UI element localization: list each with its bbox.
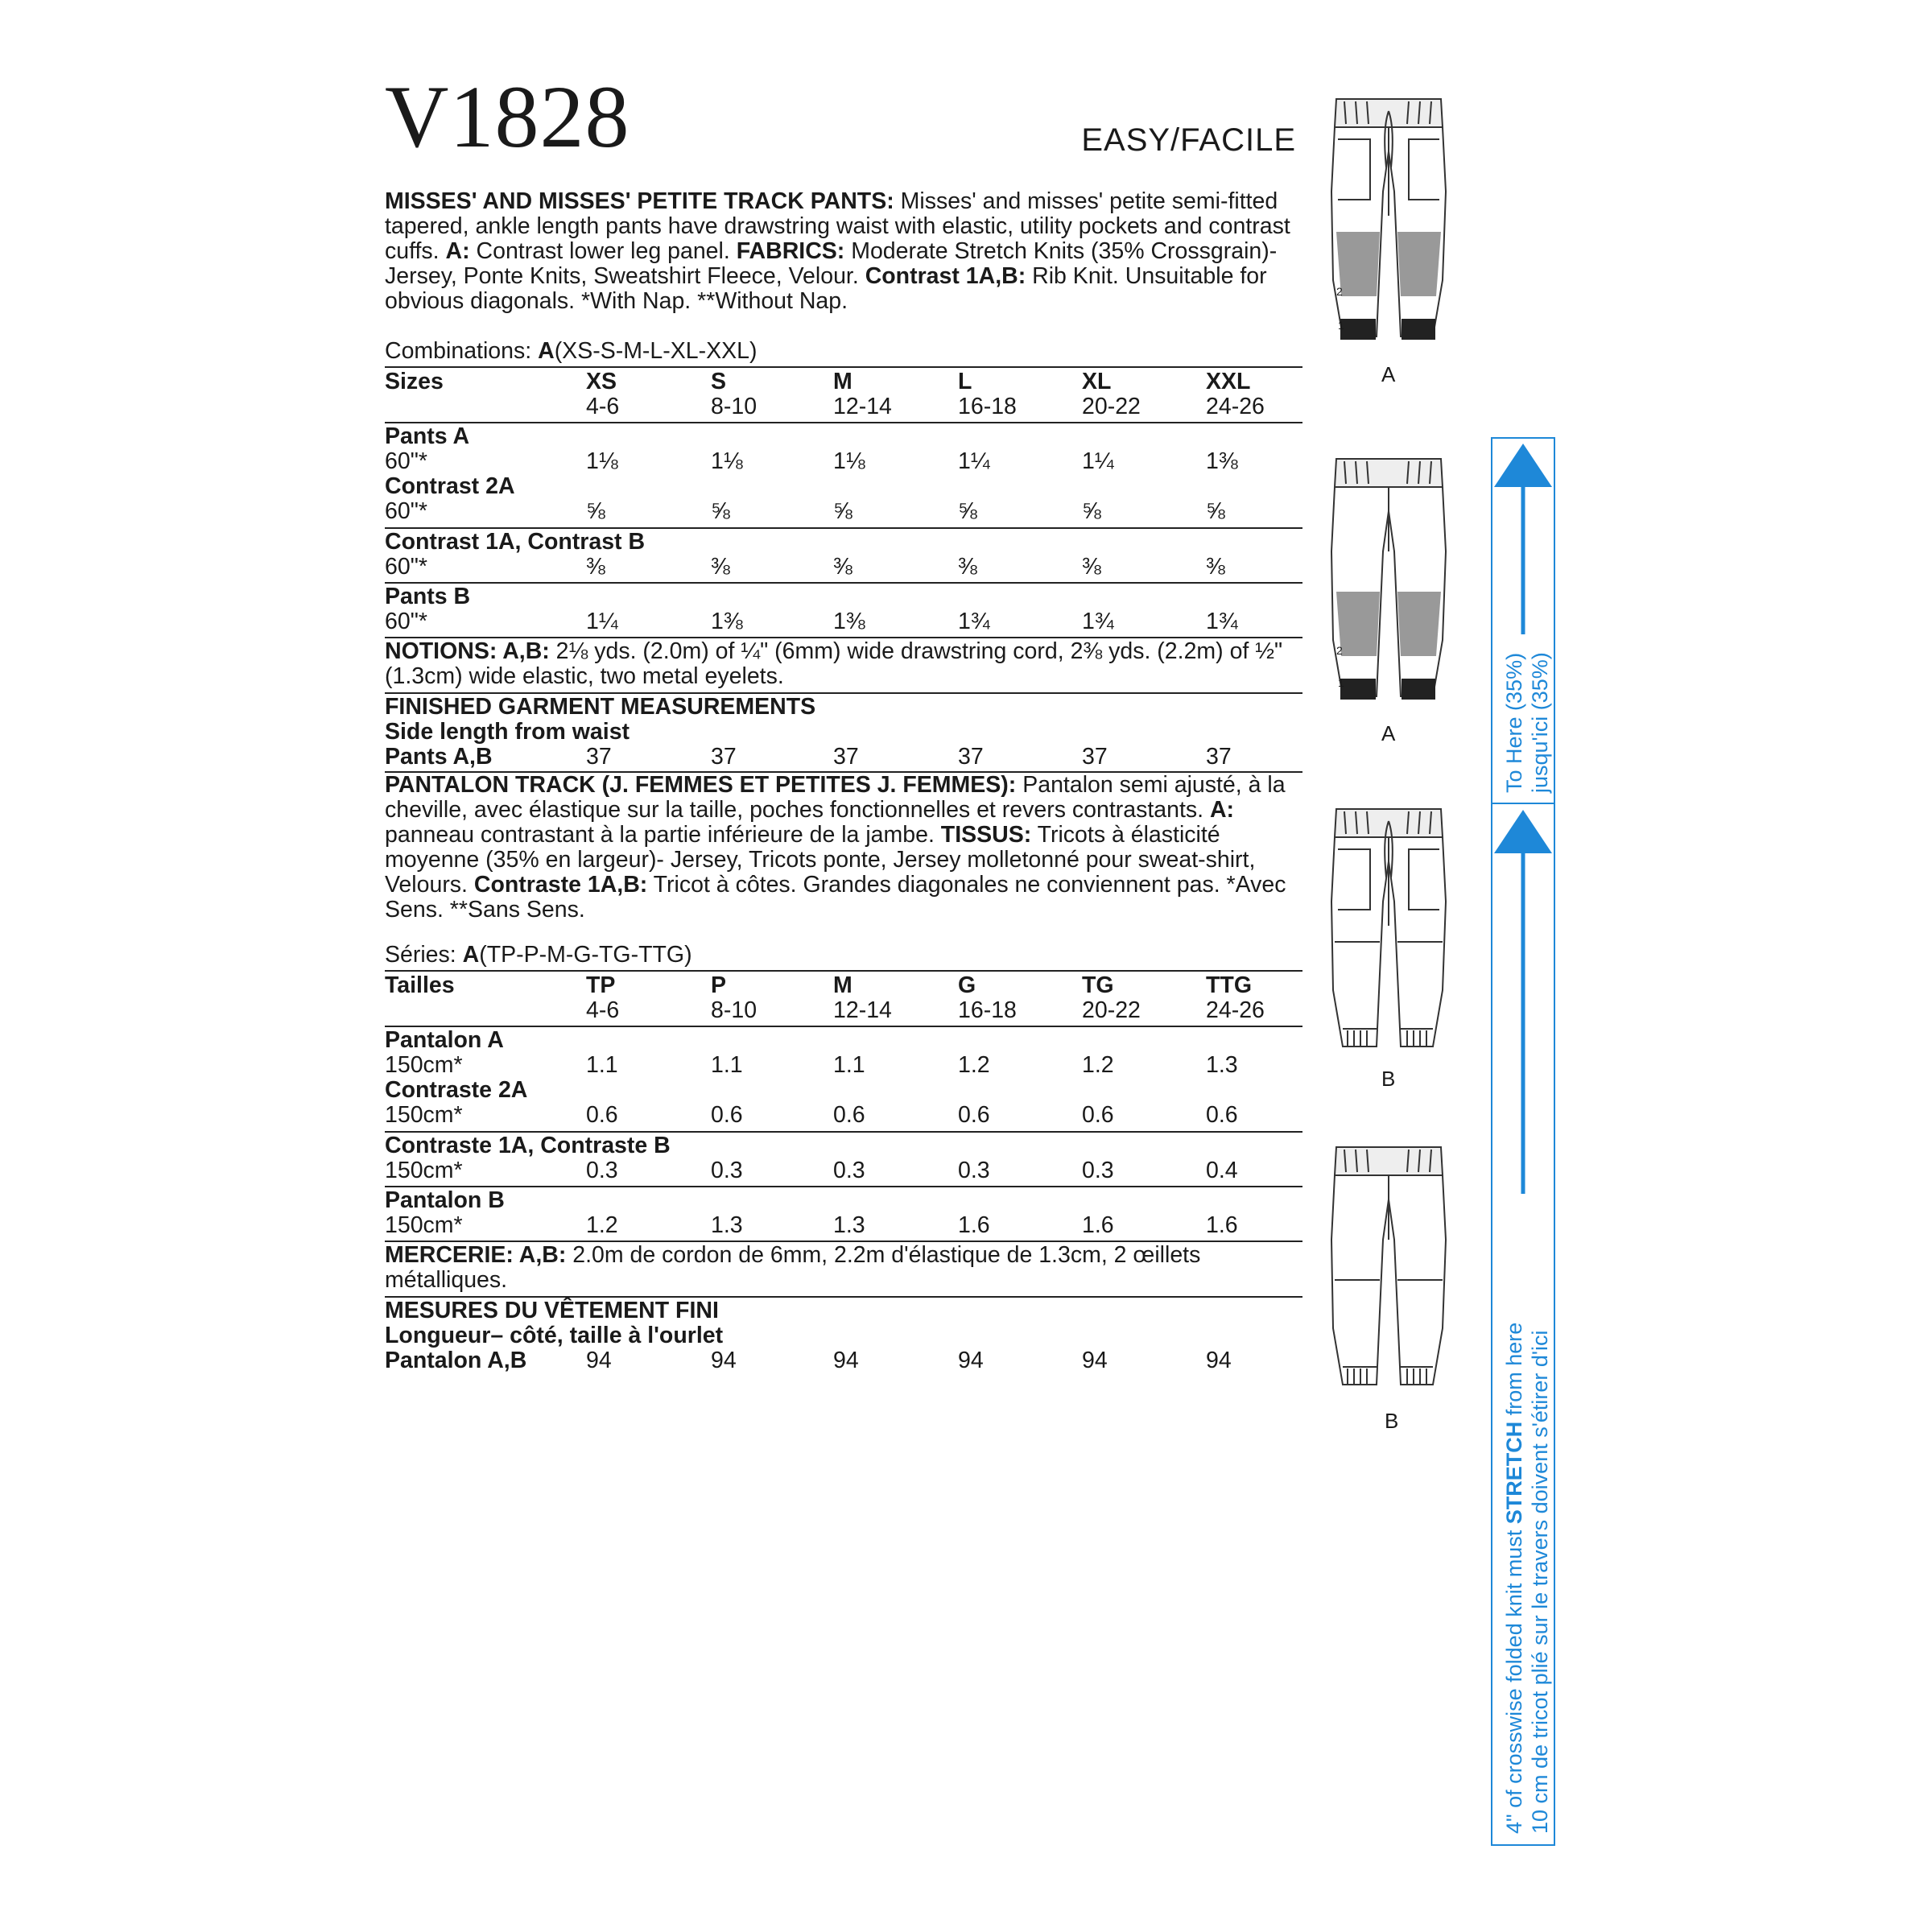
- table-cell: 94: [958, 1348, 984, 1373]
- fabric-row-label: [385, 424, 1302, 449]
- table-cell: 1.3: [711, 1212, 743, 1238]
- table-cell: 1¼: [958, 448, 990, 474]
- english-combinations: [385, 338, 757, 365]
- table-cell: 0.3: [1082, 1158, 1114, 1183]
- row-label: 150cm*: [385, 1158, 463, 1183]
- table-cell: 12-14: [833, 394, 892, 419]
- combinations-sizes: (TP-P-M-G-TG-TTG): [479, 942, 692, 968]
- table-cell: 1.2: [958, 1052, 990, 1078]
- table-cell: 1¼: [586, 609, 618, 634]
- notions-label: NOTIONS: A,B:: [385, 638, 550, 664]
- text-run: Rib Knit. Unsuitable for obvious diagonals. *With Nap. **Without Nap.: [385, 263, 1267, 314]
- text-run: Tricots à élasticité moyenne (35% en largeur)- Jersey, Tricots ponte, Jersey molletonné pour sweat-shirt, Velours.: [385, 822, 1256, 898]
- arrow-up-icon: [1494, 444, 1552, 487]
- table-cell: 1.3: [833, 1212, 865, 1238]
- pattern-number: V1828: [385, 68, 630, 166]
- table-cell: 0.3: [958, 1158, 990, 1183]
- table-cell: 4-6: [586, 394, 620, 419]
- bold-run: A:: [445, 238, 470, 264]
- to-here-fr: jusqu'ici (35%): [1528, 652, 1552, 793]
- finished-title: [385, 695, 1302, 720]
- table-cell: XS: [586, 369, 617, 394]
- stretch-instruction-fr: 10 cm de tricot plié sur le travers doivent s'étirer d'ici: [1528, 1330, 1552, 1834]
- fabric-row-label: [385, 1028, 1302, 1053]
- bold-run: Contraste 1A,B:: [473, 872, 648, 898]
- table-cell: 0.6: [958, 1102, 990, 1128]
- view-a-front-sketch: [1320, 95, 1457, 353]
- text-run: Contrast lower leg panel.: [469, 238, 737, 264]
- table-cell: 37: [833, 744, 859, 770]
- table-cell: ⅝: [586, 498, 605, 524]
- to-here-en: To Here (35%): [1502, 652, 1526, 793]
- table-cell: ⅝: [1206, 498, 1225, 524]
- view-b-back-sketch: [1320, 1143, 1457, 1401]
- table-cell: 0.6: [1206, 1102, 1238, 1128]
- table-cell: ⅜: [586, 554, 605, 580]
- table-cell: ⅜: [711, 554, 730, 580]
- bold-run: A:: [1209, 797, 1235, 823]
- table-rule: [385, 1026, 1302, 1027]
- french-combinations: [385, 942, 692, 968]
- table-cell: M: [833, 369, 852, 394]
- combinations-view: A: [462, 942, 480, 968]
- table-cell: 37: [958, 744, 984, 770]
- table-cell: ⅜: [958, 554, 977, 580]
- notions-text: 2⅛ yds. (2.0m) of ¼" (6mm) wide drawstring cord, 2⅜ yds. (2.2m) of ½" (1.3cm) wide elastic, two metal eyelets.: [385, 638, 1283, 689]
- difficulty-level: EASY/FACILE: [1081, 122, 1296, 158]
- table-cell: 94: [1206, 1348, 1232, 1373]
- table-cell: 1.6: [958, 1212, 990, 1238]
- combinations-view: A: [538, 338, 555, 364]
- table-cell: 0.6: [586, 1102, 618, 1128]
- combinations-label: Combinations:: [385, 338, 539, 364]
- table-rule: [385, 582, 1302, 584]
- sketch-label: B: [1385, 1409, 1399, 1433]
- table-cell: M: [833, 972, 852, 998]
- combinations-sizes: (XS-S-M-L-XL-XXL): [554, 338, 758, 364]
- row-label: Pantalon A: [385, 1027, 504, 1053]
- row-label: Side length from waist: [385, 719, 630, 745]
- table-cell: TG: [1082, 972, 1114, 998]
- notions: [385, 639, 1302, 689]
- row-label: FINISHED GARMENT MEASUREMENTS: [385, 694, 816, 720]
- callout-1: 1: [1338, 676, 1344, 689]
- english-description: [385, 189, 1302, 314]
- text-run: Tricot à côtes. Grandes diagonales ne conviennent pas. *Avec Sens. **Sans Sens.: [385, 872, 1286, 923]
- table-cell: TTG: [1206, 972, 1252, 998]
- table-cell: 0.6: [1082, 1102, 1114, 1128]
- row-label: Tailles: [385, 972, 455, 998]
- sketch-label: A: [1381, 362, 1396, 386]
- table-cell: ⅜: [1206, 554, 1225, 580]
- fabric-row-label: [385, 474, 1302, 499]
- table-cell: 1.1: [833, 1052, 865, 1078]
- table-cell: G: [958, 972, 976, 998]
- size-header-row: [385, 973, 1302, 998]
- table-cell: ⅜: [833, 554, 852, 580]
- table-cell: 1¾: [1206, 609, 1238, 634]
- table-cell: 4-6: [586, 997, 620, 1023]
- table-cell: 37: [1206, 744, 1232, 770]
- table-cell: 1⅛: [711, 448, 743, 474]
- table-cell: 1.6: [1206, 1212, 1238, 1238]
- table-cell: 8-10: [711, 394, 758, 419]
- table-cell: 8-10: [711, 997, 758, 1023]
- table-cell: 1.2: [586, 1212, 618, 1238]
- sketch-label: A: [1381, 721, 1396, 745]
- row-label: Pants A: [385, 423, 470, 449]
- table-cell: 1⅛: [586, 448, 618, 474]
- view-b-front-sketch: [1320, 805, 1457, 1063]
- bold-run: PANTALON TRACK (J. FEMMES ET PETITES J. FEMMES):: [385, 772, 1017, 798]
- table-cell: 94: [1082, 1348, 1108, 1373]
- row-label: Pants A,B: [385, 744, 493, 770]
- row-label: 60"*: [385, 609, 427, 634]
- row-label: Contraste 1A, Contraste B: [385, 1133, 671, 1158]
- table-cell: 0.4: [1206, 1158, 1238, 1183]
- table-cell: 1.6: [1082, 1212, 1114, 1238]
- table-cell: 37: [586, 744, 612, 770]
- table-cell: 24-26: [1206, 997, 1265, 1023]
- table-cell: ⅝: [958, 498, 977, 524]
- table-cell: ⅜: [1082, 554, 1101, 580]
- table-cell: 1¾: [1082, 609, 1114, 634]
- table-cell: TP: [586, 972, 616, 998]
- table-cell: ⅝: [711, 498, 730, 524]
- row-label: Contraste 2A: [385, 1077, 528, 1103]
- size-range-row: [385, 394, 1302, 419]
- row-label: 150cm*: [385, 1102, 463, 1128]
- view-a-back-sketch: [1320, 455, 1457, 712]
- text-run: Moderate Stretch Knits (35% Crossgrain)- Jersey, Ponte Knits, Sweatshirt Fleece, Velour.: [385, 238, 1278, 289]
- table-cell: L: [958, 369, 972, 394]
- row-label: 60"*: [385, 498, 427, 524]
- table-cell: 1.1: [711, 1052, 743, 1078]
- row-label: Longueur– côté, taille à l'ourlet: [385, 1323, 724, 1348]
- table-cell: 1.1: [586, 1052, 618, 1078]
- sketch-label: B: [1381, 1067, 1396, 1091]
- table-cell: 94: [586, 1348, 612, 1373]
- row-label: Pants B: [385, 584, 471, 609]
- fabric-row-label: [385, 1078, 1302, 1103]
- notions: [385, 1243, 1302, 1293]
- fabric-row: [385, 1213, 1302, 1238]
- fabric-row: [385, 499, 1302, 524]
- finished-subtitle: [385, 720, 1302, 745]
- table-cell: 20-22: [1082, 997, 1141, 1023]
- table-cell: 24-26: [1206, 394, 1265, 419]
- table-cell: 1.3: [1206, 1052, 1238, 1078]
- finished-title: [385, 1298, 1302, 1323]
- fabric-row: [385, 555, 1302, 580]
- row-label: Sizes: [385, 369, 444, 394]
- finished-subtitle: [385, 1323, 1302, 1348]
- table-cell: 0.6: [833, 1102, 865, 1128]
- table-cell: 0.6: [711, 1102, 743, 1128]
- fabric-row-label: [385, 1188, 1302, 1213]
- bold-run: MISSES' AND MISSES' PETITE TRACK PANTS:: [385, 188, 894, 214]
- table-rule: [385, 970, 1302, 972]
- notions-text: 2.0m de cordon de 6mm, 2.2m d'élastique de 1.3cm, 2 œillets métalliques.: [385, 1242, 1201, 1293]
- table-cell: 37: [711, 744, 737, 770]
- table-cell: 0.3: [711, 1158, 743, 1183]
- row-label: Contrast 1A, Contrast B: [385, 529, 646, 555]
- stretch-gauge-arrows: [1491, 437, 1555, 1846]
- fabric-row-label: [385, 584, 1302, 609]
- table-cell: 16-18: [958, 997, 1017, 1023]
- fabric-row: [385, 609, 1302, 634]
- text-run: Misses' and misses' petite semi-fitted tapered, ankle length pants have drawstring waist with elastic, utility pockets and contrast cuffs.: [385, 188, 1290, 264]
- table-cell: 12-14: [833, 997, 892, 1023]
- table-cell: ⅝: [1082, 498, 1101, 524]
- size-range-row: [385, 998, 1302, 1023]
- finished-row: [385, 1348, 1302, 1373]
- bold-run: Contrast 1A,B:: [865, 263, 1026, 289]
- table-cell: 0.3: [586, 1158, 618, 1183]
- table-rule: [385, 366, 1302, 368]
- row-label: 60"*: [385, 448, 427, 474]
- table-cell: 1¾: [958, 609, 990, 634]
- table-rule: [385, 1186, 1302, 1187]
- bold-run: TISSUS:: [940, 822, 1032, 848]
- table-cell: 1.2: [1082, 1052, 1114, 1078]
- row-label: Pantalon A,B: [385, 1348, 527, 1373]
- table-cell: 94: [711, 1348, 737, 1373]
- text-run: panneau contrastant à la partie inférieure de la jambe.: [385, 822, 941, 848]
- table-cell: 0.3: [833, 1158, 865, 1183]
- callout-2: 2: [1336, 285, 1343, 298]
- table-cell: XL: [1082, 369, 1112, 394]
- table-rule: [385, 422, 1302, 423]
- table-cell: P: [711, 972, 727, 998]
- table-cell: 1¼: [1082, 448, 1114, 474]
- table-cell: 1⅜: [711, 609, 743, 634]
- table-cell: ⅝: [833, 498, 852, 524]
- stretch-instruction-en: 4" of crosswise folded knit must STRETCH from here: [1502, 1322, 1526, 1834]
- fabric-row-label: [385, 1133, 1302, 1158]
- notions-label: MERCERIE: A,B:: [385, 1242, 567, 1268]
- combinations-label: Séries:: [385, 942, 463, 968]
- table-cell: S: [711, 369, 727, 394]
- table-cell: 1⅛: [833, 448, 865, 474]
- row-label: MESURES DU VÊTEMENT FINI: [385, 1298, 719, 1323]
- table-cell: 16-18: [958, 394, 1017, 419]
- row-label: 150cm*: [385, 1052, 463, 1078]
- fabric-row: [385, 1103, 1302, 1128]
- fabric-row: [385, 1053, 1302, 1078]
- fabric-row-label: [385, 530, 1302, 555]
- fabric-row: [385, 449, 1302, 474]
- finished-row: [385, 745, 1302, 770]
- table-cell: 20-22: [1082, 394, 1141, 419]
- table-cell: XXL: [1206, 369, 1251, 394]
- callout-2: 2: [1336, 644, 1343, 657]
- row-label: Contrast 2A: [385, 473, 515, 499]
- table-cell: 1⅜: [833, 609, 865, 634]
- size-header-row: [385, 369, 1302, 394]
- arrow-up-icon: [1494, 810, 1552, 853]
- callout-1: 1: [1338, 319, 1344, 332]
- french-description: [385, 773, 1302, 923]
- row-label: 60"*: [385, 554, 427, 580]
- fabric-row: [385, 1158, 1302, 1183]
- table-cell: 94: [833, 1348, 859, 1373]
- table-cell: 37: [1082, 744, 1108, 770]
- row-label: Pantalon B: [385, 1187, 505, 1213]
- text-run: Pantalon semi ajusté, à la cheville, avec élastique sur la taille, poches fonctionnelles et revers contrastants.: [385, 772, 1286, 823]
- table-cell: 1⅜: [1206, 448, 1238, 474]
- row-label: 150cm*: [385, 1212, 463, 1238]
- bold-run: FABRICS:: [736, 238, 845, 264]
